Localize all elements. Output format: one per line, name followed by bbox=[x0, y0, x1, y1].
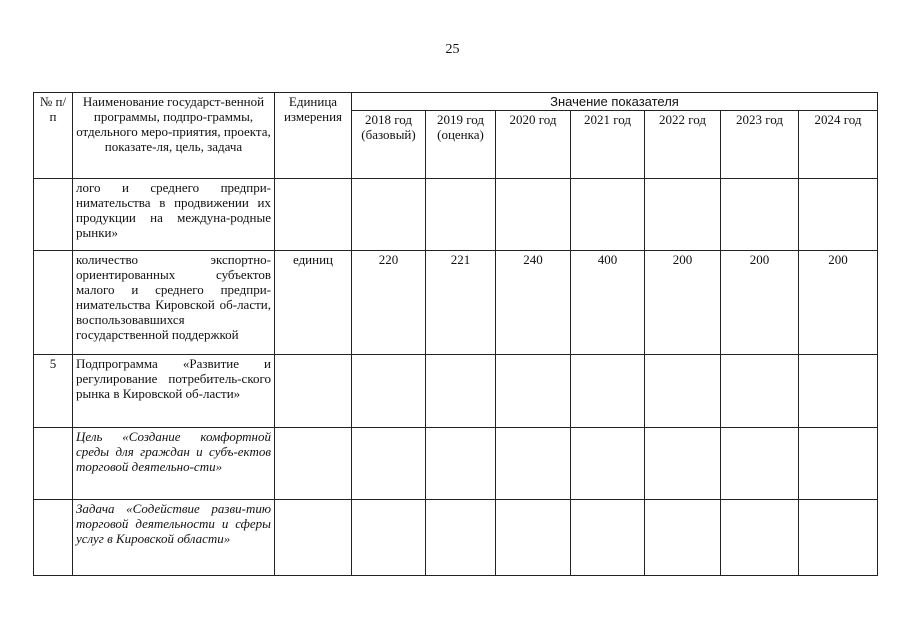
year-label: 2023 год bbox=[736, 112, 783, 127]
header-year bbox=[426, 111, 496, 179]
row-value: 240 bbox=[496, 251, 571, 355]
row-value bbox=[352, 355, 426, 428]
row-value bbox=[496, 428, 571, 500]
row-value bbox=[799, 179, 878, 251]
row-value bbox=[721, 179, 799, 251]
header-num: № п/п bbox=[34, 93, 73, 179]
row-value bbox=[426, 500, 496, 576]
indicators-table bbox=[33, 92, 878, 576]
row-value bbox=[352, 179, 426, 251]
row-value bbox=[799, 355, 878, 428]
row-num: 5 bbox=[34, 355, 73, 428]
row-value bbox=[721, 428, 799, 500]
row-value bbox=[721, 500, 799, 576]
row-num bbox=[34, 428, 73, 500]
row-value bbox=[571, 500, 645, 576]
row-value: 200 bbox=[645, 251, 721, 355]
header-year bbox=[352, 111, 426, 179]
year-note: (оценка) bbox=[437, 127, 484, 142]
header-year bbox=[645, 111, 721, 179]
year-label: 2018 год bbox=[365, 112, 412, 127]
row-value bbox=[352, 428, 426, 500]
header-year bbox=[571, 111, 645, 179]
page-number: 25 bbox=[445, 42, 460, 57]
row-unit bbox=[275, 179, 352, 251]
header-value-group: Значение показателя bbox=[352, 93, 878, 111]
year-label: 2021 год bbox=[584, 112, 631, 127]
table-row bbox=[34, 428, 878, 500]
table-row bbox=[34, 179, 878, 251]
table-row bbox=[34, 251, 878, 355]
header-row bbox=[34, 93, 878, 111]
table-row bbox=[34, 500, 878, 576]
year-label: 2024 год bbox=[814, 112, 862, 127]
row-name: количество экспортно-ориентированных субъектов малого и среднего предпри-нимательства Кировской об-ласти, воспользовавшихся государственной поддержкой bbox=[73, 251, 275, 355]
row-unit: единиц bbox=[275, 251, 352, 355]
row-value: 220 bbox=[352, 251, 426, 355]
header-name: Наименование государст-венной программы, подпро-граммы, отдельного меро-приятия, проекта, показате-ля, цель, задача bbox=[73, 93, 275, 179]
row-value: 221 bbox=[426, 251, 496, 355]
row-name: Задача «Содействие разви-тию торговой деятельности и сферы услуг в Кировской области» bbox=[73, 500, 275, 576]
row-unit bbox=[275, 500, 352, 576]
row-value bbox=[799, 428, 878, 500]
row-value bbox=[352, 500, 426, 576]
row-value: 200 bbox=[799, 251, 878, 355]
row-value: 200 bbox=[721, 251, 799, 355]
row-value bbox=[721, 355, 799, 428]
row-value bbox=[645, 355, 721, 428]
table-row bbox=[34, 355, 878, 428]
row-value bbox=[426, 428, 496, 500]
row-num bbox=[34, 251, 73, 355]
row-name: лого и среднего предпри-нимательства в продвижении их продукции на междуна-родные рынки» bbox=[73, 179, 275, 251]
row-name: Цель «Создание комфортной среды для граждан и субъ-ектов торговой деятельно-сти» bbox=[73, 428, 275, 500]
year-note: (базовый) bbox=[361, 127, 416, 142]
row-value bbox=[571, 428, 645, 500]
year-label: 2020 год bbox=[509, 112, 557, 127]
header-unit: Единица измерения bbox=[275, 93, 352, 179]
row-num bbox=[34, 500, 73, 576]
header-year bbox=[799, 111, 878, 179]
row-value bbox=[496, 500, 571, 576]
row-num bbox=[34, 179, 73, 251]
header-year bbox=[496, 111, 571, 179]
row-value bbox=[571, 355, 645, 428]
row-name: Подпрограмма «Развитие и регулирование потребитель-ского рынка в Кировской об-ласти» bbox=[73, 355, 275, 428]
row-value: 400 bbox=[571, 251, 645, 355]
row-value bbox=[571, 179, 645, 251]
year-label: 2022 год bbox=[659, 112, 706, 127]
row-value bbox=[426, 355, 496, 428]
header-year bbox=[721, 111, 799, 179]
row-unit bbox=[275, 428, 352, 500]
row-value bbox=[496, 179, 571, 251]
row-unit bbox=[275, 355, 352, 428]
row-value bbox=[426, 179, 496, 251]
row-value bbox=[799, 500, 878, 576]
row-value bbox=[496, 355, 571, 428]
row-value bbox=[645, 500, 721, 576]
row-value bbox=[645, 428, 721, 500]
row-value bbox=[645, 179, 721, 251]
year-label: 2019 год bbox=[437, 112, 484, 127]
